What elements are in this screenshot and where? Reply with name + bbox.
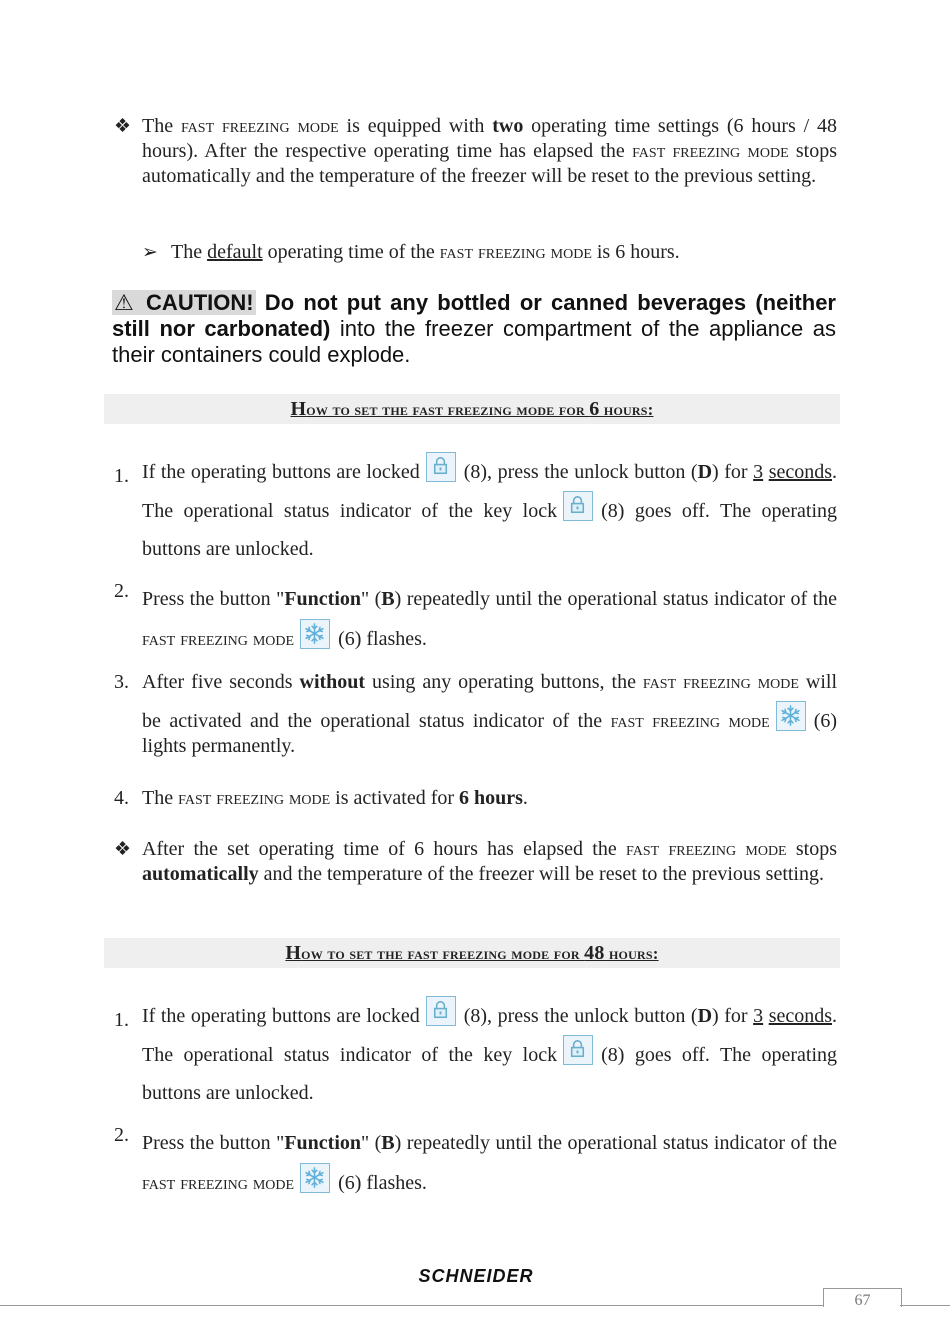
step-2: [142, 1123, 837, 1203]
lock-icon: [426, 452, 456, 482]
heading-text: ow to set the fast freezing mode for: [301, 944, 585, 963]
caution-box: [112, 290, 836, 368]
text: .: [522, 787, 528, 809]
step-4: [142, 786, 837, 811]
snowflake-icon: [300, 1163, 330, 1193]
step-number: 2.: [114, 580, 129, 602]
step-number: 1.: [114, 465, 129, 487]
text: using any operating buttons, the: [365, 671, 643, 693]
text: (8), press the unlock button (: [463, 1005, 698, 1027]
button-name: Function: [284, 1132, 361, 1154]
text: is equipped with: [338, 115, 493, 137]
text: ) for: [712, 1005, 754, 1027]
text: After the set operating time of 6 hours has elapsed the: [142, 838, 626, 860]
heading-number: 48: [584, 942, 605, 964]
step-1: [142, 452, 837, 568]
text: If the operating buttons are locked: [142, 461, 420, 483]
step-2: [142, 579, 837, 659]
step-number: 4.: [114, 787, 129, 809]
page-number: 67: [823, 1288, 902, 1307]
key-letter: B: [381, 588, 395, 610]
text: (6) lights permanently.: [142, 710, 838, 757]
lock-icon: [426, 996, 456, 1026]
heading-initial: H: [290, 398, 307, 420]
footer-divider: [0, 1305, 823, 1306]
caution-label-text: CAUTION!: [146, 290, 254, 315]
lock-icon: [563, 491, 593, 521]
text: operating time of the: [262, 241, 440, 263]
mode-name: fast freezing mode: [180, 115, 339, 137]
text: The: [142, 787, 179, 809]
text: ) repeatedly until the operational status indicator of the: [394, 588, 838, 610]
underlined-text: default: [207, 241, 263, 263]
text: . The operational status indicator of the key lock: [142, 1005, 838, 1066]
emphasis: without: [299, 671, 366, 693]
key-letter: D: [697, 461, 713, 483]
text: will be activated and the operational status indicator of the: [142, 671, 837, 732]
text: (8) goes off. The operating buttons are unlocked.: [142, 500, 837, 560]
duration: seconds: [768, 1005, 833, 1027]
text: " (: [361, 588, 382, 610]
text: is 6 hours.: [591, 241, 680, 263]
text: stops: [786, 838, 837, 860]
step-3: [142, 670, 837, 759]
duration: seconds: [768, 461, 833, 483]
step-number: 1.: [114, 1009, 129, 1031]
mode-name: fast freezing mode: [642, 671, 799, 693]
text: The: [142, 115, 181, 137]
section-heading-48-hours: [104, 938, 840, 968]
emphasis: 6 hours: [459, 787, 523, 809]
text: (8), press the unlock button (: [463, 461, 698, 483]
step-number: 2.: [114, 1124, 129, 1146]
step-1: [142, 996, 837, 1112]
warning-icon: ⚠: [114, 290, 137, 315]
text: ) repeatedly until the operational status indicator of the: [394, 1132, 838, 1154]
key-letter: D: [697, 1005, 713, 1027]
text: " (: [361, 1132, 382, 1154]
bullet-marker: ❖: [114, 116, 132, 137]
heading-text: ow to set the fast freezing mode for: [306, 400, 590, 419]
text: (8) goes off. The operating buttons are unlocked.: [142, 1044, 837, 1104]
heading-number: 6: [589, 398, 600, 420]
caution-label: [112, 290, 256, 315]
text: (6) flashes.: [338, 628, 427, 650]
arrow-marker: ➢: [142, 242, 158, 263]
emphasis: two: [492, 115, 524, 137]
heading-initial: H: [285, 942, 302, 964]
text: (6) flashes.: [338, 1172, 427, 1194]
elapsed-note: [142, 837, 837, 887]
snowflake-icon: [776, 701, 806, 731]
key-letter: B: [381, 1132, 395, 1154]
text: If the operating buttons are locked: [142, 1005, 420, 1027]
emphasis: automatically: [142, 863, 259, 885]
mode-name: fast freezing mode: [610, 710, 770, 732]
mode-name: fast freezing mode: [439, 241, 592, 263]
heading-text: hours:: [599, 400, 654, 419]
intro-paragraph: [142, 114, 837, 189]
caution-text: into the freezer compartment of the appliance as their containers could explode.: [112, 316, 836, 367]
step-number: 3.: [114, 671, 129, 693]
snowflake-icon: [300, 619, 330, 649]
text: After five seconds: [142, 671, 300, 693]
caution-bold-text: Do not put any bottled or canned beverages (neither still nor carbonated): [112, 290, 836, 341]
lock-icon: [563, 1035, 593, 1065]
text: is activated for: [330, 787, 460, 809]
button-name: Function: [284, 588, 361, 610]
footer-divider: [900, 1305, 950, 1306]
text: stops automatically and the temperature of the freezer will be reset to the previous setting.: [142, 140, 838, 187]
text: ) for: [712, 461, 754, 483]
text: . The operational status indicator of the key lock: [142, 461, 838, 522]
schneider-logo: [396, 1266, 556, 1286]
mode-name: fast freezing mode: [142, 1172, 295, 1194]
section-heading-6-hours: [104, 394, 840, 424]
text: The: [171, 241, 208, 263]
heading-text: hours:: [604, 944, 659, 963]
mode-name: fast freezing mode: [626, 838, 787, 860]
text: operating time settings (6 hours / 48 hours). After the respective operating time has elapsed the: [142, 115, 838, 162]
text: and the temperature of the freezer will be reset to the previous setting.: [258, 863, 824, 885]
mode-name: fast freezing mode: [178, 787, 331, 809]
mode-name: fast freezing mode: [142, 628, 295, 650]
text: Press the button ": [142, 588, 285, 610]
duration: 3: [753, 1005, 764, 1027]
logo-text: SCHNEIDER: [418, 1266, 534, 1286]
text: Press the button ": [142, 1132, 285, 1154]
default-note: [171, 240, 837, 265]
duration: 3: [753, 461, 764, 483]
bullet-marker: ❖: [114, 839, 132, 860]
mode-name: fast freezing mode: [632, 140, 789, 162]
